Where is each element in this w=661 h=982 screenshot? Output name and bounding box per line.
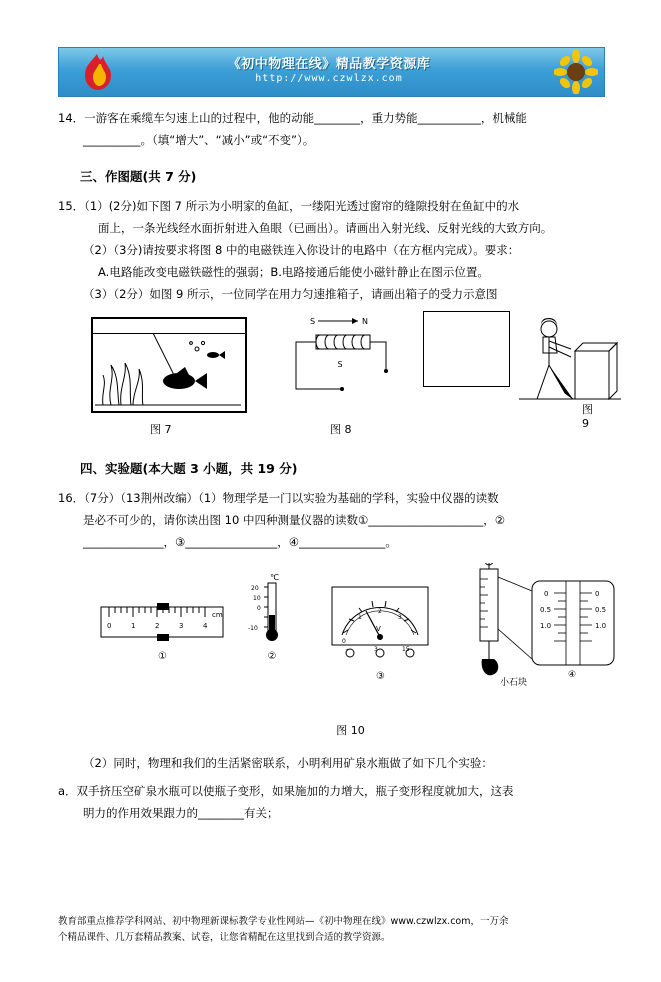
figure-7-caption: 图 7 (150, 423, 172, 436)
svg-text:0: 0 (257, 605, 261, 612)
footer-line-2: 个精品课件、几万套精品教案、试卷，让您省精配在这里找到合适的教学资源。 (58, 932, 391, 943)
flame-icon (77, 52, 119, 92)
figure-10 (58, 563, 607, 718)
footer-line-1: 教育部重点推荐学科网站、初中物理新课标教学专业性网站—《初中物理在线》www.czwlzx.com，一万余 (58, 916, 509, 927)
svg-text:3: 3 (179, 622, 184, 630)
section-3-title: 三、作图题(共 7 分) (80, 169, 197, 184)
svg-text:10: 10 (253, 595, 261, 602)
svg-text:0: 0 (342, 638, 346, 645)
svg-text:℃: ℃ (270, 573, 279, 582)
question-15-2-line2: A.电路能改变电磁铁磁性的强弱；B.电路接通后能使小磁针静止在图示位置。 (98, 265, 489, 279)
svg-text:0: 0 (544, 590, 549, 598)
svg-text:1.0: 1.0 (540, 622, 552, 630)
svg-text:1: 1 (131, 622, 136, 630)
svg-text:3: 3 (398, 614, 402, 621)
answer-box-circuit[interactable] (423, 311, 510, 387)
question-16-1-line1: 16．（7分）（13荆州改编）（1）物理学是一门以实验为基础的学科，实验中仪器的读数 (58, 491, 499, 505)
page-footer (58, 914, 621, 946)
section-4-title: 四、实验题(本大题 3 小题，共 19 分) (80, 461, 298, 476)
figure-10-caption: 图 10 (336, 724, 365, 737)
svg-text:3: 3 (374, 646, 378, 653)
question-14-line2: __________。（填“增大”、“减小”或“不变”）。 (83, 133, 315, 147)
instrument-1-label: ① (158, 651, 167, 662)
banner-title: 《初中物理在线》精品教学资源库 (227, 57, 431, 72)
svg-text:4: 4 (203, 622, 208, 630)
person-pushing-box-figure (513, 307, 623, 412)
instrument-2-label: ② (267, 651, 277, 662)
svg-text:-10: -10 (248, 625, 258, 632)
question-15-3: （3）（2分）如图 9 所示，一位同学在用力匀速推箱子，请画出箱子的受力示意图 (83, 287, 498, 301)
document-page (0, 47, 661, 982)
sunflower-icon (554, 50, 598, 94)
question-16-1-line3: ______________，③________________，④_______________。 (83, 535, 397, 549)
svg-text:小石块: 小石块 (500, 678, 528, 688)
figure-9-caption: 图 9 (582, 403, 593, 430)
question-15-2-line1: （2）（3分)请按要求将图 8 中的电磁铁连入你设计的电路中（在方框内完成）。要求： (83, 243, 520, 257)
svg-text:④: ④ (568, 670, 577, 680)
svg-text:S: S (337, 360, 343, 369)
figure-8-caption: 图 8 (330, 423, 352, 436)
voltmeter-instrument (328, 585, 433, 682)
svg-text:0: 0 (107, 622, 112, 630)
svg-text:2: 2 (155, 622, 160, 630)
svg-text:20: 20 (251, 585, 259, 592)
question-16-2a-line2: 明力的作用效果跟力的________有关； (83, 806, 279, 820)
svg-text:V: V (376, 625, 381, 633)
question-16-2: （2）同时，物理和我们的生活紧密联系，小明利用矿泉水瓶做了如下几个实验： (83, 756, 493, 770)
svg-text:0.5: 0.5 (595, 606, 607, 614)
question-15-1-line2: 面上，一条光线经水面折射进入鱼眼（已画出）。请画出入射光线、反射光线的大致方向。 (98, 221, 553, 235)
fish-tank-figure (91, 317, 247, 413)
electromagnet-figure (280, 311, 410, 407)
question-16-1-line2: 是必不可少的，请你读出图 10 中四种测量仪器的读数①____________________，② (83, 513, 506, 527)
water-surface-line (93, 333, 245, 334)
site-banner (58, 47, 605, 97)
svg-text:S: S (310, 317, 316, 326)
svg-text:2: 2 (378, 608, 382, 615)
svg-text:0.5: 0.5 (540, 606, 552, 614)
question-16-2a-line1: a．双手挤压空矿泉水瓶可以使瓶子变形，如果施加的力增大，瓶子变形程度就加大，这表 (58, 784, 514, 798)
svg-text:15: 15 (402, 646, 410, 653)
svg-text:0: 0 (595, 590, 600, 598)
question-15-1-line1: 15．（1）(2分)如下图 7 所示为小明家的鱼缸，一缕阳光透过窗帘的缝隙投射在鱼缸中的水 (58, 199, 520, 213)
svg-text:1: 1 (358, 614, 362, 621)
banner-url[interactable]: http://www.czwlzx.com (255, 73, 403, 84)
thermometer-instrument (248, 571, 296, 662)
svg-text:-: - (346, 646, 349, 653)
spring-scale-instrument (458, 563, 628, 707)
instrument-3-label: ③ (376, 671, 385, 682)
svg-text:N: N (362, 317, 368, 326)
figure-row-1 (58, 317, 603, 437)
ruler-instrument (100, 601, 225, 662)
svg-text:cm: cm (212, 611, 223, 619)
question-14-line1: 14．一游客在乘缆车匀速上山的过程中，他的动能________，重力势能___________，机械能 (58, 111, 527, 125)
svg-text:1.0: 1.0 (595, 622, 607, 630)
